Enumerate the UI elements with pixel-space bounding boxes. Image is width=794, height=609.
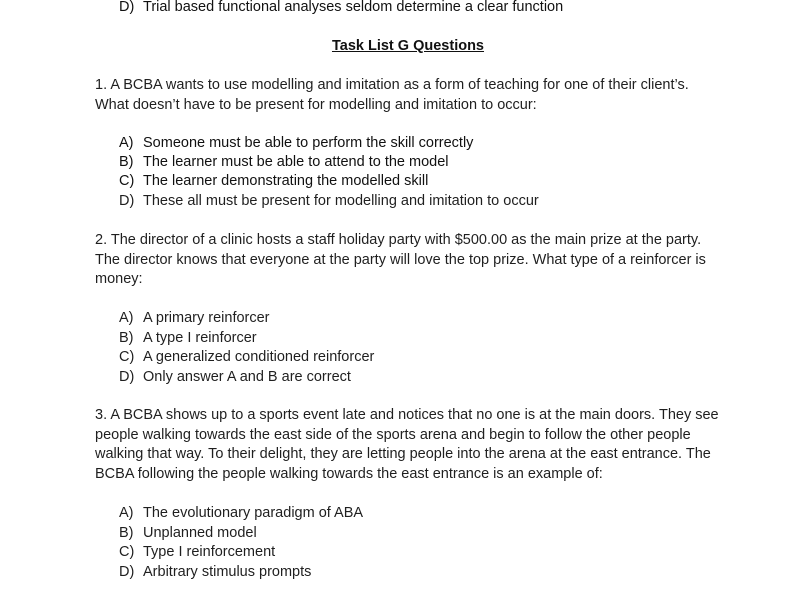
option-text: Someone must be able to perform the skill correctly: [143, 135, 474, 151]
question-3-text: 3. A BCBA shows up to a sports event late and notices that no one is at the main doors. They see people walking towards the east side of the sports arena and begin to follow the other people walking that way. To their delight, they are letting people into the arena at the east entrance. The BCBA following the people walking towards the east entrance is an example of:: [95, 407, 719, 482]
question-2-text: 2. The director of a clinic hosts a staff holiday party with $500.00 as the main prize at the party. The director knows that everyone at the party will love the top prize. What type of a reinforcer is money:: [95, 232, 706, 288]
option-text: Trial based functional analyses seldom determine a clear function: [143, 0, 564, 15]
option-letter: A): [119, 135, 134, 151]
option-letter: C): [119, 173, 135, 189]
option-text: The learner demonstrating the modelled skill: [143, 173, 429, 189]
option-letter: D): [119, 193, 135, 209]
option-letter: B): [119, 330, 134, 346]
option-text: These all must be present for modelling and imitation to occur: [143, 193, 539, 209]
option-text: A type I reinforcer: [143, 330, 257, 346]
option-text: Unplanned model: [143, 525, 257, 541]
option-letter: D): [119, 369, 135, 385]
option-letter: D): [119, 564, 135, 580]
option-letter: C): [119, 544, 135, 560]
option-text: Type I reinforcement: [143, 544, 276, 560]
section-title: Task List G Questions: [331, 38, 485, 54]
option-letter: B): [119, 154, 134, 170]
option-text: The learner must be able to attend to the model: [143, 154, 449, 170]
option-text: A primary reinforcer: [143, 310, 270, 326]
option-text: The evolutionary paradigm of ABA: [143, 505, 364, 521]
question-1-text: 1. A BCBA wants to use modelling and imitation as a form of teaching for one of their client’s. What doesn’t have to be present for modelling and imitation to occur:: [95, 77, 689, 113]
option-letter: D): [119, 0, 135, 15]
option-text: Arbitrary stimulus prompts: [143, 564, 312, 580]
option-letter: A): [119, 310, 134, 326]
option-letter: B): [119, 525, 134, 541]
option-text: A generalized conditioned reinforcer: [143, 349, 375, 365]
option-letter: A): [119, 505, 134, 521]
option-text: Only answer A and B are correct: [143, 369, 351, 385]
option-letter: C): [119, 349, 135, 365]
